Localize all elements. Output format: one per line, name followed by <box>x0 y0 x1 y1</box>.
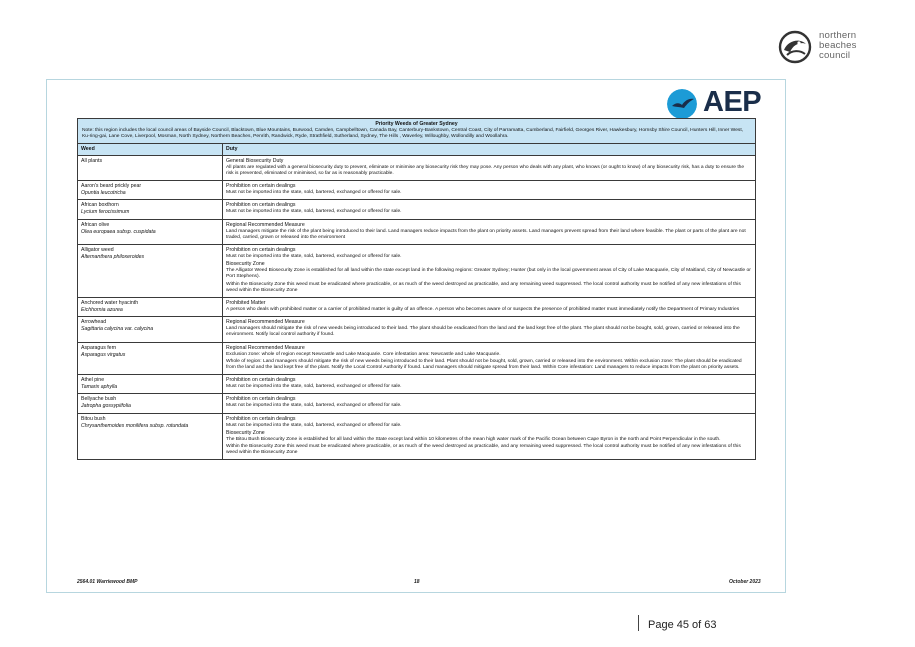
weed-common-name: African olive <box>81 221 110 228</box>
table-row <box>78 181 755 200</box>
duty-block <box>226 300 752 313</box>
duty-text: Exclusion zone: whole of region except Newcastle and Lake Macquarie. Core infestation area: Newcastle and Lake Macquarie. <box>226 351 501 357</box>
weed-scientific-name: Tamarix aphylla <box>81 384 118 391</box>
duty-cell <box>223 343 755 375</box>
table-note: Note: this region includes the local council areas of Bayside Council, Blacktown, Blue Mountains, Burwood, Camden, Campbelltown, Canada Bay, Canterbury-Bankstown, Central Coast, City of Parramatta, Cumberland, Fairfield, Georges River, Hawkesbury, Hornsby Shire Council, Hunters Hill, Inner West, Ku-ring-gai, Lane Cove, Liverpool, Mosman, North Sydney, Northern Beaches, Penrith, Randwick, Ryde, Strathfield, Sutherland, Sydney, The Hills , Waverley, Willoughby, Wollondilly and Woollahra. <box>82 128 744 140</box>
duty-title: Prohibition on certain dealings <box>226 377 296 384</box>
table-row <box>78 245 755 298</box>
table-row <box>78 200 755 219</box>
duty-title: Prohibition on certain dealings <box>226 415 296 422</box>
table-title: Priority Weeds of Greater Sydney <box>375 121 458 127</box>
duty-title: Regional Recommended Measure <box>226 319 305 326</box>
weed-cell <box>78 200 223 218</box>
page-number-block <box>638 615 717 631</box>
table-row <box>78 156 755 181</box>
duty-title: General Biosecurity Duty <box>226 157 284 164</box>
duty-cell <box>223 245 755 297</box>
duty-cell <box>223 200 755 218</box>
weed-common-name: Aaron's beard prickly pear <box>81 183 142 190</box>
column-header-weed: Weed <box>78 144 223 155</box>
duty-text: Must not be imported into the state, sold, bartered, exchanged or offered for sale. <box>226 403 402 409</box>
duty-block <box>226 444 752 456</box>
duty-text: Must not be imported into the state, sold, bartered, exchanged or offered for sale. <box>226 190 402 196</box>
duty-title: Prohibition on certain dealings <box>226 183 296 190</box>
duty-block <box>226 416 752 429</box>
council-line-1: northern <box>819 30 857 41</box>
weed-cell <box>78 414 223 460</box>
aep-logo <box>667 86 762 118</box>
duty-block <box>226 222 752 241</box>
weed-scientific-name: Olea europaea subsp. cuspidata <box>81 228 156 235</box>
duty-text: Must not be imported into the state, sold, bartered, exchanged or offered for sale. <box>226 209 402 215</box>
weed-common-name: Arrowhead <box>81 319 107 326</box>
column-header-duty: Duty <box>223 144 755 155</box>
duty-block <box>226 183 752 196</box>
weed-common-name: African boxthorn <box>81 202 119 209</box>
table-header <box>78 119 755 144</box>
weed-common-name: All plants <box>81 157 103 164</box>
duty-cell <box>223 414 755 460</box>
weed-cell <box>78 394 223 412</box>
table-row <box>78 414 755 460</box>
weed-cell <box>78 156 223 180</box>
weed-common-name: Bitou bush <box>81 415 106 422</box>
duty-block <box>226 282 752 294</box>
duty-cell <box>223 375 755 393</box>
duty-text: Whole of region: Land managers should mitigate the risk of new weeds being introduced to their land. Plant should not be bought, sold, grown, carried or released into the environment. Within exclusion zone: The plant should be eradicated from the land and the land kept free of the plant. Notify the Local Control Authority if found. Land managers should mitigate spread from their land. Within Core infestation: Land managers to reduce impacts from the plant on priority assets. <box>226 358 742 371</box>
duty-title: Prohibition on certain dealings <box>226 396 296 403</box>
weed-scientific-name: Alternanthera philoxeroides <box>81 254 145 261</box>
duty-block <box>226 261 752 280</box>
duty-cell <box>223 317 755 341</box>
duty-title: Biosecurity Zone <box>226 261 265 268</box>
table-row <box>78 220 755 245</box>
duty-text: The Alligator Weed Biosecurity Zone is established for all land within the state except land in the following regions: Greater Sydney; Hunter (but only in the local government areas of City of Lake Macquarie, City of Maitland, City of Newcastle or Port Stephens). <box>226 268 751 280</box>
duty-text: All plants are regulated with a general biosecurity duty to prevent, eliminate or minimise any biosecurity risk they may pose. Any person who deals with any plant, who knows (or ought to know) of any biosecurity risk, has a duty to ensure the risk is prevented, eliminated or minimised, so far as is reasonably practicable. <box>226 164 745 177</box>
weed-common-name: Alligator weed <box>81 247 114 254</box>
weed-cell <box>78 298 223 316</box>
duty-block <box>226 345 752 358</box>
duty-cell <box>223 298 755 316</box>
council-line-2: beaches <box>819 40 857 51</box>
weed-scientific-name: Sagittaria calycina var. calycina <box>81 326 154 333</box>
duty-text: Land managers mitigate the risk of the plant being introduced to their land. Land managers reduce impacts from the plant on priority assets. Land managers prevent spread from their land where feasible. The plant or parts of the plant are not traded, carried, grown or released into the environment <box>226 228 746 240</box>
duty-cell <box>223 156 755 180</box>
duty-title: Prohibition on certain dealings <box>226 247 296 254</box>
weed-cell <box>78 245 223 297</box>
weed-cell <box>78 343 223 375</box>
duty-text: Within the Biosecurity Zone this weed must be eradicated where practicable, or as much of the weed destroyed as practicable, and any remaining weed suppressed. The local control authority must be notified of any new infestations of this weed within the Biosecurity Zone <box>226 281 741 293</box>
report-footer-date: October 2023 <box>729 579 761 585</box>
weed-scientific-name: Lycium ferocissimum <box>81 209 130 216</box>
aep-wordmark: AEP <box>703 86 762 118</box>
council-logo <box>778 30 870 64</box>
council-emblem-icon <box>778 30 812 64</box>
duty-text: Must not be imported into the state, sold, bartered, exchanged or offered for sale. <box>226 384 402 390</box>
duty-text: Within the Biosecurity Zone this weed must be eradicated where practicable, or as much of the weed destroyed as practicable, and any remaining weed suppressed. The local control authority must be notified of any new infestations of this weed within the Biosecurity Zone <box>226 444 741 456</box>
duty-cell <box>223 394 755 412</box>
page-number: Page 45 of 63 <box>648 619 717 631</box>
duty-text: A person who deals with prohibited matter or a carrier of prohibited matter is guilty of an offence. A person who becomes aware of or suspects the presence of prohibited matter must immediately notify the Department of Primary Industries <box>226 307 740 313</box>
table-row <box>78 298 755 317</box>
weed-scientific-name: Chrysanthemoides monilifera subsp. rotundata <box>81 422 189 429</box>
table-row <box>78 375 755 394</box>
duty-text: Must not be imported into the state, sold, bartered, exchanged or offered for sale. <box>226 422 402 428</box>
duty-text: Must not be imported into the state, sold, bartered, exchanged or offered for sale. <box>226 254 402 260</box>
table-row <box>78 317 755 342</box>
weed-common-name: Anchored water hyacinth <box>81 300 139 307</box>
duty-title: Regional Recommended Measure <box>226 221 305 228</box>
duty-text: The Bitou Bush Biosecurity Zone is established for all land within the State except land within 10 kilometres of the mean high water mark of the Pacific Ocean between Cape Byron in the north and Point Perpendicular in the south. <box>226 436 721 442</box>
report-footer-left: 2564.01 Warriewood BMP <box>77 579 138 585</box>
weed-cell <box>78 220 223 244</box>
weed-scientific-name: Jatropha gossypiifolia <box>81 403 131 410</box>
duty-block <box>226 247 752 260</box>
duty-block <box>226 359 752 371</box>
duty-block <box>226 319 752 338</box>
duty-text: Land managers should mitigate the risk of new weeds being introduced to their land. The plant should be eradicated from the land and the land kept free of the plant. The plant should not be bought, sold, grown, carried or released into the environment. Notify local control authority if found. <box>226 326 740 338</box>
weed-common-name: Bellyache bush <box>81 396 117 403</box>
council-name <box>819 31 857 61</box>
table-body <box>78 156 755 460</box>
table-row <box>78 394 755 413</box>
weed-scientific-name: Asparagus virgatus <box>81 351 126 358</box>
weed-cell <box>78 181 223 199</box>
weed-cell <box>78 375 223 393</box>
duty-title: Prohibited Matter <box>226 300 266 307</box>
duty-cell <box>223 220 755 244</box>
weed-common-name: Athel pine <box>81 377 105 384</box>
priority-weeds-table <box>77 118 756 460</box>
weed-cell <box>78 317 223 341</box>
weed-scientific-name: Eichhornia azurea <box>81 307 123 314</box>
duty-title: Regional Recommended Measure <box>226 344 305 351</box>
table-row <box>78 343 755 376</box>
column-header-row <box>78 144 755 156</box>
duty-cell <box>223 181 755 199</box>
weed-scientific-name: Opuntia leucotricha <box>81 190 126 197</box>
duty-block <box>226 202 752 215</box>
duty-block <box>226 158 752 177</box>
bird-icon <box>667 89 697 119</box>
weed-common-name: Asparagus fern <box>81 344 117 351</box>
duty-title: Prohibition on certain dealings <box>226 202 296 209</box>
report-page-number: 18 <box>414 579 420 585</box>
duty-block <box>226 430 752 443</box>
duty-block <box>226 377 752 390</box>
duty-block <box>226 396 752 409</box>
council-line-3: council <box>819 50 851 61</box>
duty-title: Biosecurity Zone <box>226 429 265 436</box>
